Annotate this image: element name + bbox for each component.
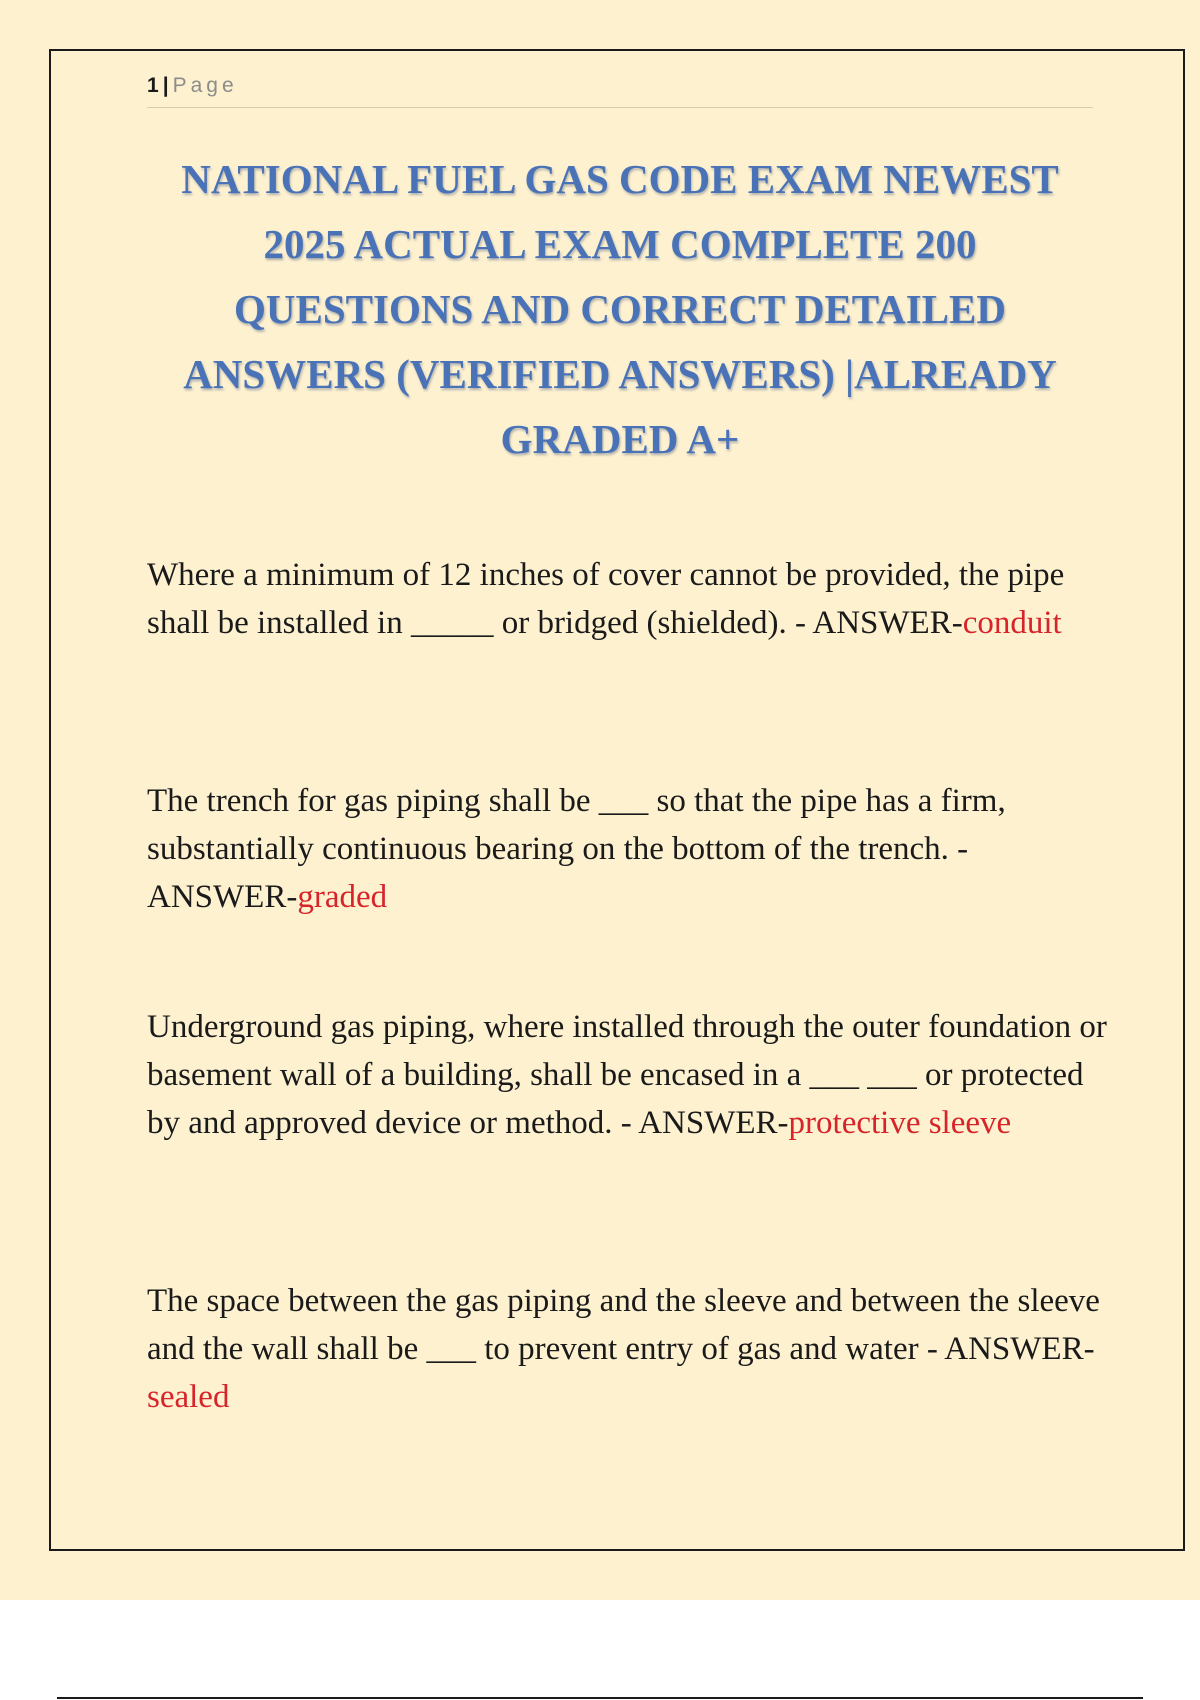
answer-label: ANSWER- [147,879,298,915]
question-item-2 [147,777,1107,921]
question-item-3 [147,1003,1107,1147]
answer-label: ANSWER- [638,1105,789,1141]
answer-text: conduit [962,605,1062,641]
document-title: NATIONAL FUEL GAS CODE EXAM NEWEST 2025 ACTUAL EXAM COMPLETE 200 QUESTIONS AND CORRECT DETAILED ANSWERS (VERIFIED ANSWERS) |ALREADY GRADED A+ [181,156,1059,462]
footer-divider [57,1697,1143,1699]
question-text: Underground gas piping, where installed through the outer foundation or basement wall of a building, shall be encased in a ___ ___ or protected by and approved device or method. - [147,1009,1107,1141]
page-number: 1 [147,74,159,97]
question-text: The space between the gas piping and the sleeve and between the sleeve and the wall shall be ___ to prevent entry of gas and water - [147,1283,1100,1367]
page-label: Page [172,74,238,97]
page-header [147,73,1093,108]
answer-text: protective sleeve [788,1105,1012,1141]
question-text: Where a minimum of 12 inches of cover cannot be provided, the pipe shall be installed in _____ or bridged (shielded). - [147,557,1065,641]
question-item-1 [147,551,1107,647]
answer-label: ANSWER- [812,605,963,641]
page-border [49,49,1185,1551]
answer-label: ANSWER- [944,1331,1095,1367]
answer-text: sealed [147,1379,230,1415]
question-item-4 [147,1277,1107,1421]
question-text: The trench for gas piping shall be ___ so that the pipe has a firm, substantially continuous bearing on the bottom of the trench. - [147,783,1006,867]
answer-text: graded [297,879,388,915]
page-separator: | [162,74,169,97]
